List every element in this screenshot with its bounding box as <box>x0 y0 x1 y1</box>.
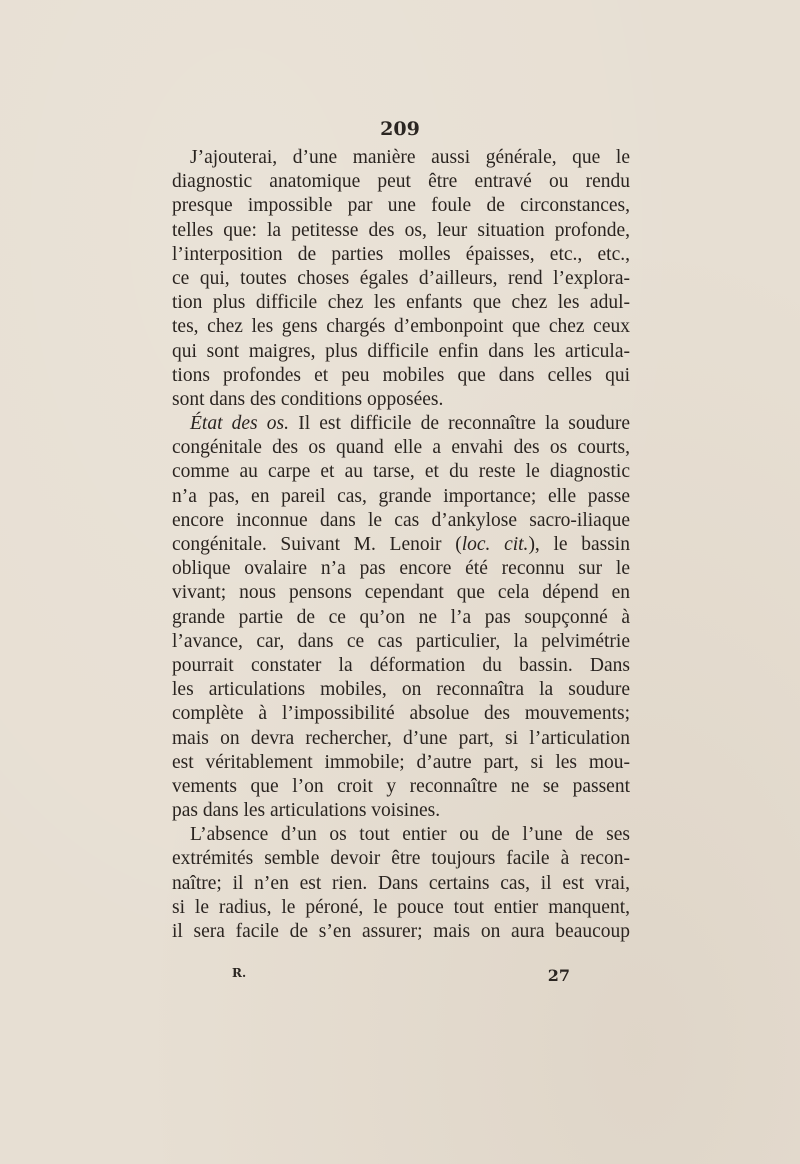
text-line: presque impossible par une foule de circonstances, <box>172 195 630 217</box>
page-number: 209 <box>380 118 420 140</box>
text-line: extrémités semble devoir être toujours facile à recon- <box>172 848 630 870</box>
text-line: l’avance, car, dans ce cas particulier, la pelvimétrie <box>172 630 630 652</box>
text-line: mais on devra rechercher, d’une part, si l’articulation <box>172 727 630 749</box>
text-line: tion plus difficile chez les enfants que chez les adul- <box>172 292 630 314</box>
text-line: encore inconnue dans le cas d’ankylose sacro-iliaque <box>172 509 630 531</box>
text-line: les articulations mobiles, on reconnaîtra la soudure <box>172 679 630 701</box>
text-fragment: Il est difficile de reconnaître la soudure <box>298 413 630 435</box>
text-line: J’ajouterai, d’une manière aussi générale, que le <box>190 147 630 168</box>
text-line: telles que: la petitesse des os, leur situation profonde, <box>172 219 630 241</box>
text-line <box>172 533 630 557</box>
text-line: congénitale des os quand elle a envahi des os courts, <box>172 437 630 459</box>
text-line: tions profondes et peu mobiles que dans celles qui <box>172 364 630 386</box>
text-line: L’absence d’un os tout entier ou de l’une de ses <box>190 824 630 846</box>
text-line: n’a pas, en pareil cas, grande importance; elle passe <box>172 485 630 507</box>
text-line: il sera facile de s’en assurer; mais on aura beaucoup <box>172 921 630 942</box>
text-line: oblique ovalaire n’a pas encore été reconnu sur le <box>172 558 630 580</box>
text-line: pas dans les articulations voisines. <box>172 800 441 822</box>
signature-mark: R. <box>232 966 247 980</box>
text-line: ce qui, toutes choses égales d’ailleurs, rend l’explora- <box>172 267 630 289</box>
text-fragment: congénitale. Suivant M. Lenoir ( <box>172 534 462 555</box>
text-line: est véritablement immobile; d’autre part, si les mou- <box>172 751 630 773</box>
text-line: naître; il n’en est rien. Dans certains cas, il est vrai, <box>172 872 630 894</box>
text-line: qui sont maigres, plus difficile enfin dans les articula- <box>172 340 630 362</box>
text-line: tes, chez les gens chargés d’embonpoint que chez ceux <box>172 316 630 338</box>
text-line: si le radius, le péroné, le pouce tout entier manquent, <box>172 896 630 918</box>
section-heading: État des os. <box>190 413 290 435</box>
text-line: sont dans des conditions opposées. <box>172 388 444 410</box>
body-text <box>172 146 630 944</box>
text-line: diagnostic anatomique peut être entravé ou rendu <box>172 171 630 193</box>
text-fragment: ), le bassin <box>528 534 630 555</box>
text-line: l’interposition de parties molles épaisses, etc., etc., <box>172 243 630 265</box>
citation: loc. cit. <box>461 534 529 555</box>
text-line: vements que l’on croit y reconnaître ne se passent <box>172 775 630 797</box>
text-line: pourrait constater la déformation du bassin. Dans <box>172 654 630 676</box>
sheet-number: 27 <box>547 966 570 985</box>
text-line: grande partie de ce qu’on ne l’a pas soupçonné à <box>172 606 630 628</box>
text-line: complète à l’impossibilité absolue des mouvements; <box>172 703 630 725</box>
text-line <box>172 412 630 436</box>
text-line: comme au carpe et au tarse, et du reste le diagnostic <box>172 461 630 483</box>
text-line: vivant; nous pensons cependant que cela dépend en <box>172 582 630 604</box>
